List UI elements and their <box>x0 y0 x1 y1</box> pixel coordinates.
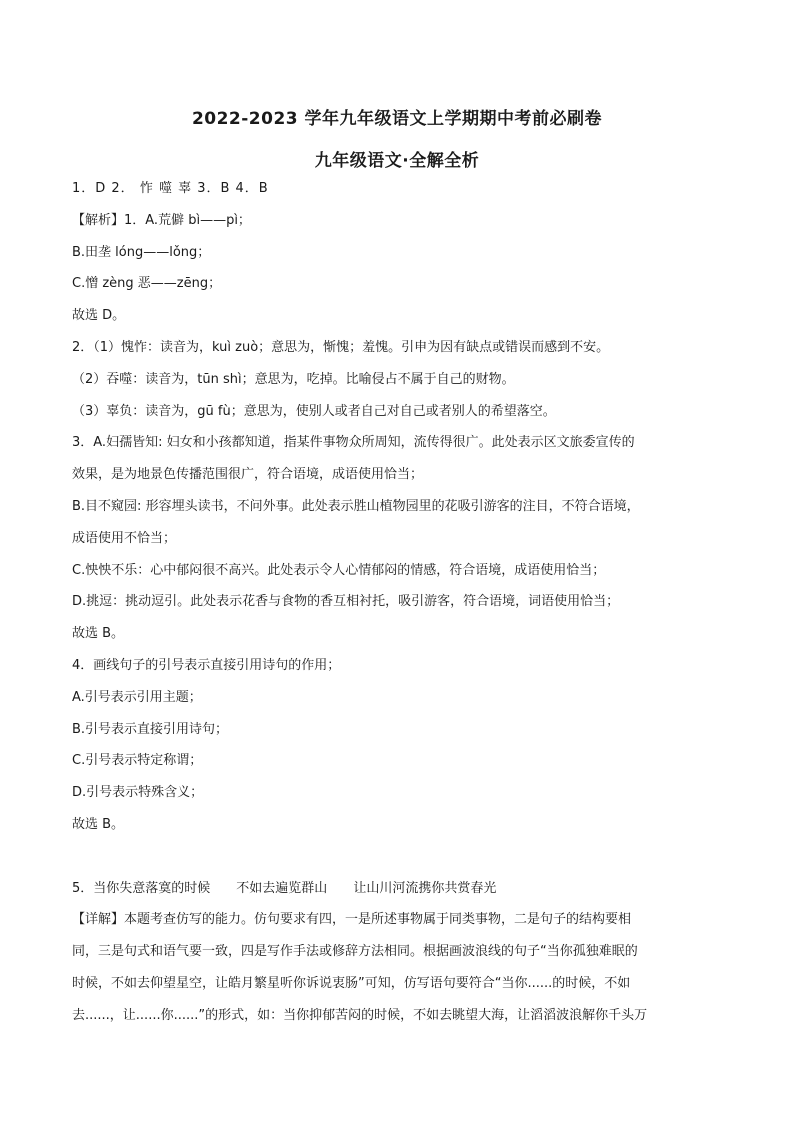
text-line: 效果，是为地景色传播范围很广，符合语境，成语使用恰当； <box>72 467 424 483</box>
text-line: C.憎 zèng 恶——zēng； <box>72 276 222 292</box>
q5-part: 当你失意落寞的时候 <box>93 880 211 896</box>
text-line: 同，三是句式和语气要一致，四是写作手法或修辞方法相同。根据画波浪线的句子“当你孤独难眠的 <box>72 944 638 960</box>
answer-key-line: 1．D 2． 怍 噬 辜 3．B 4．B <box>72 181 269 196</box>
q5-part: 不如去遍览群山 <box>236 880 328 896</box>
q5-number: 5． <box>72 880 94 896</box>
q5-answer-line <box>72 880 684 897</box>
document-subtitle: 九年级语文·全解全析 <box>314 151 480 171</box>
text-line: B.田垄 lóng——lǒng； <box>72 244 211 260</box>
text-line: B.引号表示直接引用诗句； <box>72 721 229 737</box>
text-line: 时候，不如去仰望星空，让皓月繁星听你诉说衷肠”可知，仿写语句要符合“当你......的时候，不如 <box>72 975 631 991</box>
text-line: D.挑逗：挑动逗引。此处表示花香与食物的香互相衬托，吸引游客，符合语境，词语使用恰当； <box>72 594 620 610</box>
q5-part: 让山川河流携你共赏春光 <box>353 880 497 896</box>
text-line: （2）吞噬：读音为，tūn shì；意思为，吃掉。比喻侵占不属于自己的财物。 <box>72 371 515 387</box>
text-line: 【解析】1．A.荒僻 bì——pì； <box>72 212 251 228</box>
text-line: C.怏怏不乐：心中郁闷很不高兴。此处表示令人心情郁闷的情感，符合语境，成语使用恰当； <box>72 562 606 578</box>
text-line: 成语使用不恰当； <box>72 530 177 546</box>
text-line: B.目不窥园: 形容埋头读书，不问外事。此处表示胜山植物园里的花吸引游客的注目，不符合语境， <box>72 498 640 514</box>
document-body <box>72 180 684 1039</box>
text-line: 故选 B。 <box>72 626 125 642</box>
blank-gap <box>72 848 684 865</box>
text-line: 故选 B。 <box>72 816 125 832</box>
text-line: 2．（1）愧怍：读音为，kuì zuò；意思为，惭愧；羞愧。引申为因有缺点或错误而感到不安。 <box>72 339 610 355</box>
text-line: 4．画线句子的引号表示直接引用诗句的作用； <box>72 657 341 673</box>
text-line: （3）辜负：读音为，gū fù；意思为，使别人或者自己对自己或者别人的希望落空。 <box>72 403 556 419</box>
text-line: 【详解】本题考查仿写的能力。仿句要求有四，一是所述事物属于同类事物，二是句子的结构要相 <box>72 912 632 928</box>
text-line: 去......，让......你......”的形式，如：当你抑郁苦闷的时候，不如去眺望大海，让滔滔波浪解你千头万 <box>72 1007 648 1023</box>
text-line: D.引号表示特殊含义； <box>72 785 204 801</box>
text-line: 3．A.妇孺皆知: 妇女和小孩都知道，指某件事物众所周知，流传得很广。此处表示区文旅委宣传的 <box>72 435 635 451</box>
text-line: A.引号表示引用主题； <box>72 689 202 705</box>
text-line: 故选 D。 <box>72 308 126 324</box>
document-title: 2022-2023 学年九年级语文上学期期中考前必刷卷 <box>191 109 603 129</box>
text-line: C.引号表示特定称谓； <box>72 753 203 769</box>
